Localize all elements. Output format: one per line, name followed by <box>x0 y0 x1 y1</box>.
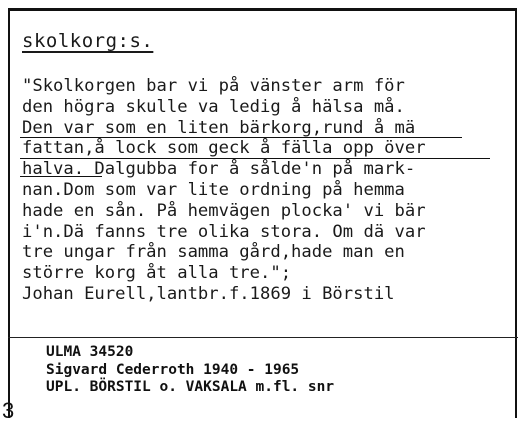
archive-number: ULMA 34520 <box>46 344 134 360</box>
handwritten-underline <box>20 158 490 159</box>
text-line: halva. Dalgubba for å sålde'n på mark- <box>22 159 416 180</box>
heading-text: skolkorg:s. <box>22 30 154 52</box>
card-footer <box>46 344 334 397</box>
corner-mark: 3 <box>2 398 15 423</box>
text-line: tre ungar från samma gård,hade man en <box>22 242 405 263</box>
transcription-text <box>22 76 426 305</box>
card-right-border <box>515 8 517 418</box>
text-line: Johan Eurell,lantbr.f.1869 i Börstil <box>22 283 395 304</box>
footer-divider <box>8 337 518 338</box>
card-heading <box>22 30 153 52</box>
text-line: nan.Dom som var lite ordning på hemma <box>22 179 405 200</box>
text-line: hade en sån. På hemvägen plocka' vi bär <box>22 200 426 221</box>
handwritten-underline <box>20 137 462 138</box>
text-line: fattan,å lock som geck å fälla opp över <box>22 138 426 159</box>
text-line: den högra skulle va ledig å hälsa må. <box>22 96 405 117</box>
text-line: Den var som en liten bärkorg,rund å mä <box>22 117 416 138</box>
collector-line: Sigvard Cederroth 1940 - 1965 <box>46 361 300 378</box>
text-line: större korg åt alla tre."; <box>22 263 292 284</box>
card-top-border <box>8 8 517 11</box>
location-line: UPL. BÖRSTIL o. VAKSALA m.fl. snr <box>46 379 335 395</box>
text-line: "Skolkorgen bar vi på vänster arm för <box>22 76 405 96</box>
card-left-border <box>8 8 10 418</box>
text-line: i'n.Dä fanns tre olika stora. Om dä var <box>22 221 426 242</box>
handwritten-underline <box>20 176 102 177</box>
